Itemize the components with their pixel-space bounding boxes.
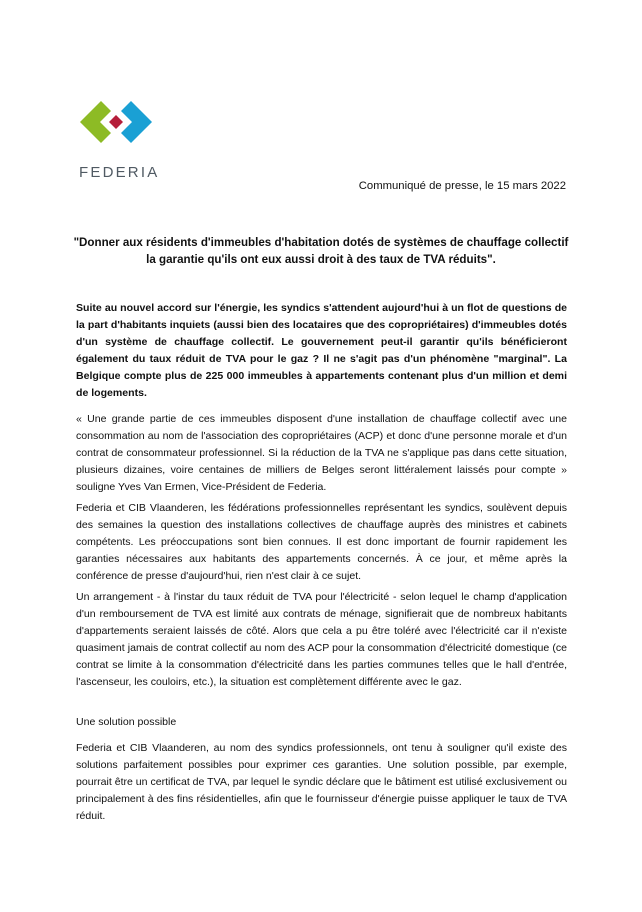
headline-line-1: "Donner aux résidents d'immeubles d'habitation dotés de systèmes de chauffage collectif bbox=[73, 236, 569, 249]
headline-line-2: la garantie qu'ils ont eux aussi droit à des taux de TVA réduits". bbox=[146, 253, 496, 266]
headline bbox=[60, 234, 582, 268]
logo-blue-chevron bbox=[121, 101, 152, 143]
brand-name: FEDERIA bbox=[79, 164, 160, 181]
federia-logo-mark bbox=[80, 86, 160, 162]
quote-paragraph: « Une grande partie de ces immeubles disposent d'une installation de chauffage collectif avec une consommation au nom de l'association des copropriétaires (ACP) et donc d'une personne morale et d'un contrat de consommateur professionnel. Si la réduction de la TVA ne s'applique pas dans cette situation, plusieurs dizaines, voire centaines de milliers de Belges seront littéralement laissés pour compte » souligne Yves Van Ermen, Vice-Président de Federia. bbox=[76, 413, 567, 493]
arrangement-paragraph: Un arrangement - à l'instar du taux réduit de TVA pour l'électricité - selon lequel le champ d'application d'un remboursement de TVA est limité aux contrats de ménage, signifierait que de nombreux habitants d'appartements seraient laissés de côté. Alors que cela a pu être toléré avec l'électricité car il n'existe quasiment jamais de contrat collectif au nom des ACP pour la consommation d'électricité domestique (ce contrat se limite à la consommation d'électricité dans les parties communes telles que le hall d'entrée, l'ascenseur, les couloirs, etc.), la situation est complètement différente avec le gaz. bbox=[76, 591, 567, 688]
lead-paragraph: Suite au nouvel accord sur l'énergie, les syndics s'attendent aujourd'hui à un flot de questions de la part d'habitants inquiets (aussi bien des locataires que des copropriétaires) d'immeubles dotés d'un système de chauffage collectif. Le gouvernement peut-il garantir qu'ils bénéficieront également du taux réduit de TVA pour le gaz ? Il ne s'agit pas d'un phénomène "marginal". La Belgique compte plus de 225 000 immeubles à appartements contenant plus d'un million et demi de logements. bbox=[76, 302, 567, 399]
federations-paragraph: Federia et CIB Vlaanderen, les fédérations professionnelles représentant les syndics, soulèvent depuis des semaines la question des installations collectives de chauffage auprès des ministres et cabinets compétents. Les préoccupations sont bien connues. Il est donc important de fournir rapidement les garanties nécessaires aux habitants des appartements concernés. À ce jour, et même après la conférence de presse d'aujourd'hui, rien n'est clair à ce sujet. bbox=[76, 502, 567, 582]
section-title: Une solution possible bbox=[76, 716, 177, 728]
federia-logo bbox=[80, 86, 156, 176]
logo-green-chevron bbox=[80, 101, 111, 143]
press-release-date: Communiqué de presse, le 15 mars 2022 bbox=[358, 180, 566, 192]
solution-paragraph: Federia et CIB Vlaanderen, au nom des syndics professionnels, ont tenu à souligner qu'il existe des solutions parfaitement possibles pour exprimer ces garanties. Une solution possible, par exemple, pourrait être un certificat de TVA, par lequel le syndic déclare que le bâtiment est utilisé exclusivement ou principalement à des fins résidentielles, afin que le fournisseur d'énergie puisse appliquer le taux de TVA réduit. bbox=[76, 742, 567, 822]
logo-red-diamond bbox=[109, 115, 123, 129]
